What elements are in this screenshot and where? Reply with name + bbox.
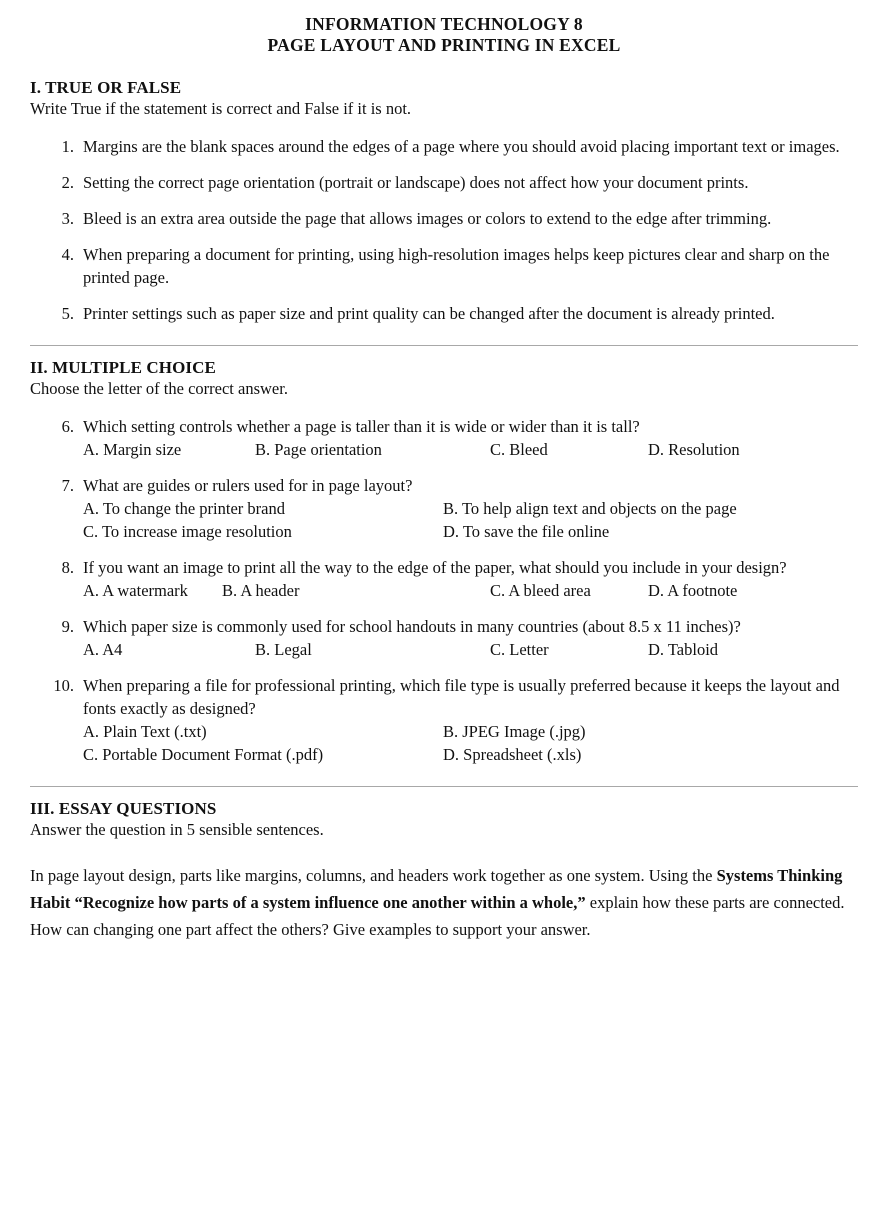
option-group bbox=[83, 438, 858, 461]
question-text: Setting the correct page orientation (portrait or landscape) does not affect how your document prints. bbox=[83, 173, 749, 192]
question-number: 3. bbox=[61, 209, 74, 228]
question-number: 1. bbox=[61, 137, 74, 156]
list-item bbox=[30, 674, 858, 766]
option-a[interactable]: A. Margin size bbox=[83, 440, 182, 459]
option-row bbox=[83, 579, 858, 602]
option-c[interactable]: C. Letter bbox=[490, 640, 549, 659]
essay-text-part-2: explain how these parts are connected. How can changing one part affect the others? Give examples to support your answer. bbox=[30, 893, 845, 939]
option-b[interactable]: B. Legal bbox=[255, 640, 312, 659]
title-line-2: PAGE LAYOUT AND PRINTING IN EXCEL bbox=[267, 35, 621, 55]
true-false-question-list bbox=[30, 135, 858, 325]
essay-text-part-1: In page layout design, parts like margins, columns, and headers work together as one system. Using the bbox=[30, 866, 717, 885]
question-text: What are guides or rulers used for in page layout? bbox=[83, 476, 413, 495]
question-number: 8. bbox=[61, 558, 74, 577]
question-number: 10. bbox=[53, 676, 74, 695]
section-2-heading: II. MULTIPLE CHOICE bbox=[30, 358, 216, 377]
question-text: Which setting controls whether a page is taller than it is wide or wider than it is tall? bbox=[83, 417, 640, 436]
multiple-choice-question-list bbox=[30, 415, 858, 766]
option-b[interactable]: B. To help align text and objects on the page bbox=[443, 499, 737, 518]
question-text: Printer settings such as paper size and print quality can be changed after the document is already printed. bbox=[83, 304, 775, 323]
section-essay-questions bbox=[30, 798, 858, 943]
option-c[interactable]: C. Bleed bbox=[490, 440, 548, 459]
question-number: 6. bbox=[61, 417, 74, 436]
section-3-heading: III. ESSAY QUESTIONS bbox=[30, 799, 217, 818]
question-number: 2. bbox=[61, 173, 74, 192]
question-text: When preparing a file for professional printing, which file type is usually preferred because it keeps the layout and fonts exactly as designed? bbox=[83, 676, 840, 718]
title-line-1: INFORMATION TECHNOLOGY 8 bbox=[305, 14, 583, 34]
list-item bbox=[30, 556, 858, 602]
option-row bbox=[83, 438, 858, 461]
option-group bbox=[83, 497, 858, 543]
option-group bbox=[83, 579, 858, 602]
essay-text-bold: Systems Thinking Habit “Recognize how parts of a system influence one another within a whole,” bbox=[30, 866, 843, 912]
option-row bbox=[83, 497, 858, 520]
section-1-heading: I. TRUE OR FALSE bbox=[30, 78, 182, 97]
list-item bbox=[30, 615, 858, 661]
option-group bbox=[83, 720, 858, 766]
option-b[interactable]: B. JPEG Image (.jpg) bbox=[443, 722, 586, 741]
option-d[interactable]: D. Tabloid bbox=[648, 640, 719, 659]
question-number: 4. bbox=[61, 245, 74, 264]
option-row bbox=[83, 743, 858, 766]
option-a[interactable]: A. A watermark bbox=[83, 581, 188, 600]
section-2-instruction: Choose the letter of the correct answer. bbox=[30, 379, 288, 398]
question-text: Which paper size is commonly used for school handouts in many countries (about 8.5 x 11 inches)? bbox=[83, 617, 741, 636]
question-text: Margins are the blank spaces around the edges of a page where you should avoid placing important text or images. bbox=[83, 137, 840, 156]
option-row bbox=[83, 520, 858, 543]
section-1-instruction: Write True if the statement is correct and False if it is not. bbox=[30, 99, 412, 118]
option-d[interactable]: D. To save the file online bbox=[443, 522, 610, 541]
option-d[interactable]: D. Spreadsheet (.xls) bbox=[443, 745, 582, 764]
list-item bbox=[30, 474, 858, 543]
list-item bbox=[30, 207, 858, 230]
option-c[interactable]: C. To increase image resolution bbox=[83, 522, 292, 541]
section-true-or-false bbox=[30, 77, 858, 325]
option-a[interactable]: A. Plain Text (.txt) bbox=[83, 722, 207, 741]
question-text: Bleed is an extra area outside the page that allows images or colors to extend to the edge after trimming. bbox=[83, 209, 772, 228]
list-item bbox=[30, 243, 858, 289]
question-number: 7. bbox=[61, 476, 74, 495]
option-c[interactable]: C. A bleed area bbox=[490, 581, 591, 600]
page-title bbox=[30, 14, 858, 56]
section-3-instruction: Answer the question in 5 sensible sentences. bbox=[30, 820, 324, 839]
section-multiple-choice bbox=[30, 357, 858, 766]
list-item bbox=[30, 171, 858, 194]
option-a[interactable]: A. To change the printer brand bbox=[83, 499, 285, 518]
list-item bbox=[30, 302, 858, 325]
option-b[interactable]: B. Page orientation bbox=[255, 440, 382, 459]
option-group bbox=[83, 638, 858, 661]
option-c[interactable]: C. Portable Document Format (.pdf) bbox=[83, 745, 324, 764]
question-number: 9. bbox=[61, 617, 74, 636]
question-text: If you want an image to print all the way to the edge of the paper, what should you include in your design? bbox=[83, 558, 787, 577]
option-a[interactable]: A. A4 bbox=[83, 640, 123, 659]
option-row bbox=[83, 638, 858, 661]
essay-prompt bbox=[30, 862, 858, 943]
option-d[interactable]: D. Resolution bbox=[648, 440, 740, 459]
option-d[interactable]: D. A footnote bbox=[648, 581, 738, 600]
question-number: 5. bbox=[61, 304, 74, 323]
list-item bbox=[30, 135, 858, 158]
option-b[interactable]: B. A header bbox=[222, 581, 300, 600]
option-row bbox=[83, 720, 858, 743]
question-text: When preparing a document for printing, using high-resolution images helps keep pictures clear and sharp on the printed page. bbox=[83, 245, 830, 287]
list-item bbox=[30, 415, 858, 461]
